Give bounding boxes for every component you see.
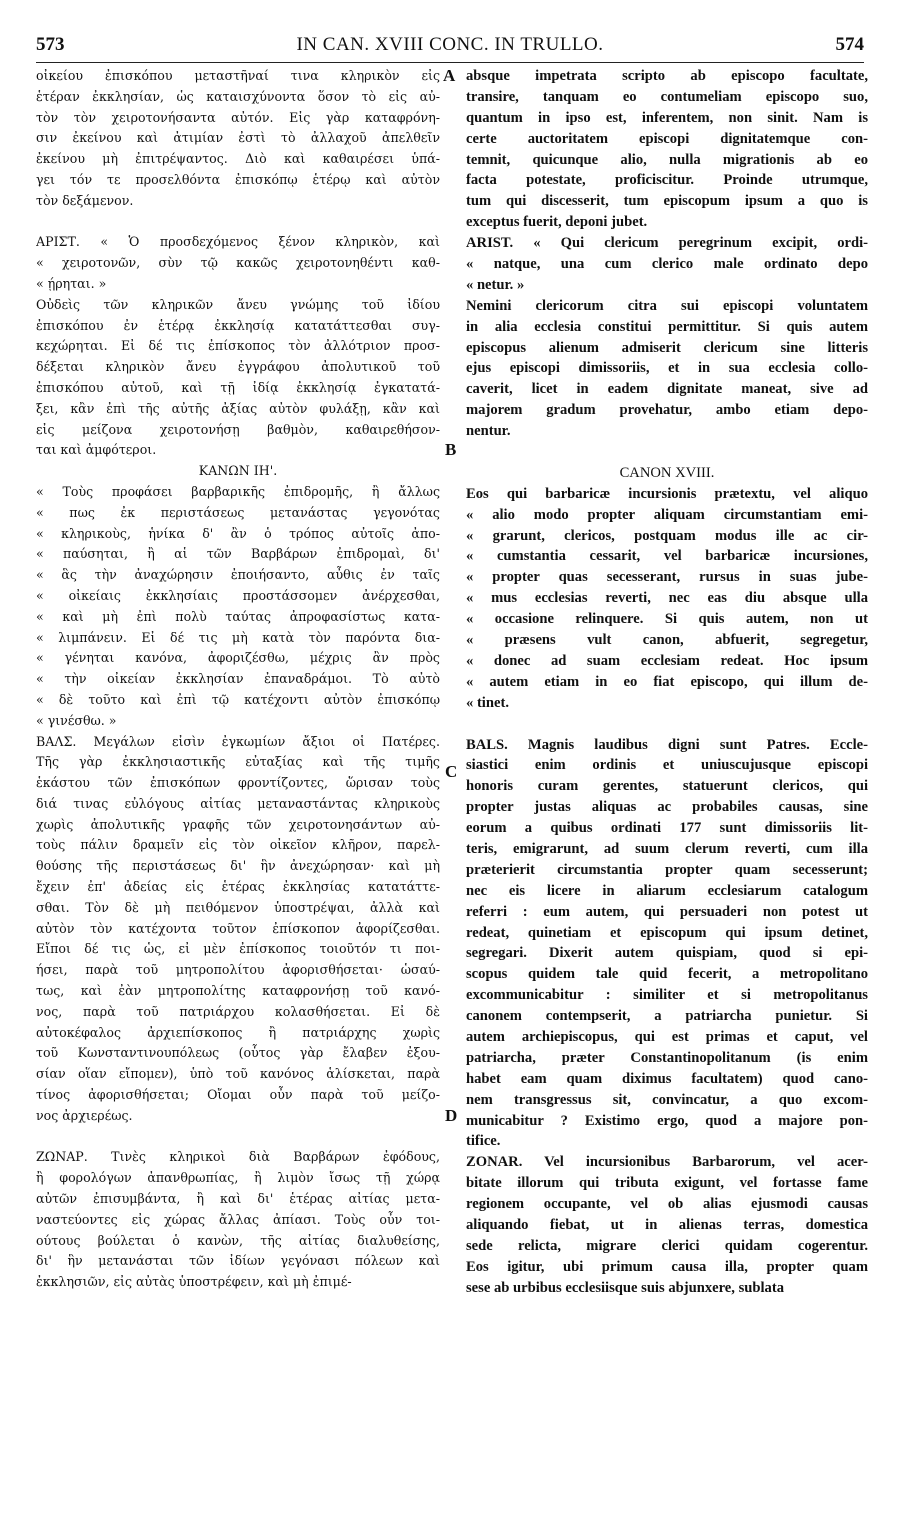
greek-text-line: « χειροτονῶν, σὺν τῷ κακῶς χειροτονηθέντι καθ- bbox=[36, 255, 440, 271]
greek-text-line: κεχώρηται. Εἰ δέ τις ἐπίσκοπος τὸν ἀλλότριον προσ- bbox=[36, 338, 440, 354]
greek-text-line: δέξεται κληρικὸν ἄνευ ἐγγράφου ἀπολυτικοῦ τοῦ bbox=[36, 359, 440, 375]
greek-text-line: διά τινας εὐλόγους αἰτίας μεταναστάντας κληρικοὺς bbox=[36, 795, 440, 811]
greek-text-line: γει τόν τε προσελθόντα ἐπισκόπῳ ἑτέρῳ καὶ αὐτὸν bbox=[36, 171, 440, 187]
greek-text-line: δι' ἣν μετανάσται τῶν ἰδίων γεγόνασι πόλεων καὶ bbox=[36, 1253, 440, 1269]
latin-text-line bbox=[466, 442, 868, 463]
greek-text-line: « ῄρηται. » bbox=[36, 275, 107, 291]
latin-text-line: municabitur ? Existimo ergo, quod a majore pon- bbox=[466, 1112, 868, 1129]
latin-text-line: tum qui discesserit, tum episcopum ipsum a quo is bbox=[466, 193, 868, 210]
greek-text-line: ἑκάστου τῶν ἐπισκόπων φροντίζοντες, ὥρισαν τοὺς bbox=[36, 775, 440, 791]
latin-text-line: redeat, quinetiam et episcopum qui ipsum detinet, bbox=[466, 924, 868, 941]
greek-text-line: αὐτῶν ἐπισυμβάντα, ἢ καὶ δι' ἑτέρας αἰτίας μετα- bbox=[36, 1191, 440, 1207]
greek-text-line: « δὲ τοῦτο καὶ ἐπὶ τῷ κατέχοντι αὐτὸν ἐπισκόπῳ bbox=[36, 691, 440, 707]
greek-text-line: ούτους βούλεται ὁ κανὼν, τῆς αἰτίας διαλυθείσης, bbox=[36, 1232, 440, 1248]
latin-text-line: « autem etiam in eo fiat episcopo, qui illum de- bbox=[466, 673, 868, 690]
greek-text-line: τοῦ Κωνσταντινουπόλεως (οὗτος γὰρ ἔλαβεν ἐξου- bbox=[36, 1045, 440, 1061]
greek-text-line: ται καὶ ἀμφότεροι. bbox=[36, 442, 157, 458]
latin-text-line: canonem contempserit, a patriarcha punietur. Si bbox=[466, 1008, 868, 1025]
greek-text-line: « γένηται κανόνα, ἀφοριζέσθω, μέχρις ἂν πρὸς bbox=[36, 650, 440, 666]
greek-text-line: ἔχειν ἐπ' ἀδείας εἰς ἑτέρας ἐκκλησίας κατατάττε- bbox=[36, 879, 440, 895]
margin-marker-a: A bbox=[443, 66, 456, 85]
latin-text-line: « occasione relinquere. Si quis autem, non ut bbox=[466, 611, 868, 628]
latin-text-line: referri : eum autem, qui persuaderi non potest ut bbox=[466, 903, 868, 920]
latin-text-line: absque impetrata scripto ab episcopo facultate, bbox=[466, 68, 868, 84]
greek-text-line: « οἰκείαις ἐκκλησίαις προστάσσομεν ἀνέρχεσθαι, bbox=[36, 587, 440, 603]
latin-text-line: bitate illorum qui tributa exigunt, vel fortasse fame bbox=[466, 1175, 868, 1192]
latin-text-line: « netur. » bbox=[466, 276, 525, 293]
greek-column bbox=[36, 66, 440, 1293]
page-header bbox=[36, 34, 864, 60]
page-number-left: 573 bbox=[36, 34, 65, 55]
greek-text-line: ἑτέραν ἐκκλησίαν, ὡς καταισχύνοντα ὅσον τὸ εἰς αὐ- bbox=[36, 88, 440, 104]
latin-text-line: sese ab urbibus ecclesiisque suis abjunxere, sublata bbox=[466, 1279, 785, 1296]
latin-text-line: tifice. bbox=[466, 1133, 501, 1150]
greek-text-line: « γινέσθω. » bbox=[36, 712, 117, 728]
latin-text-line: « propter quas secesserant, rursus in suas jube- bbox=[466, 569, 868, 586]
latin-text-line: « grarunt, clericos, postquam modus ille ac cir- bbox=[466, 527, 868, 544]
greek-text-line: ήσει, παρὰ τοῦ μητροπολίτου ἀφορισθήσεται· ὡσαύ- bbox=[36, 962, 440, 978]
latin-text-line bbox=[466, 714, 868, 735]
greek-text-line: ἢ φορολόγων ἀπανθρωπίας, ἢ λιμὸν ἴσως τῇ χώρᾳ bbox=[36, 1170, 440, 1186]
greek-text-line: αὐτὸν τὸν κατέχοντα τοῦτον ἐπίσκοπον ἀφορίζεσθαι. bbox=[36, 920, 440, 936]
greek-text-line: εἰς μείζονα χειροτονήσῃ βαθμὸν, καθαιρεθήσον- bbox=[36, 421, 440, 437]
latin-text-line: autem archiepiscopus, qui est primas et caput, vel bbox=[466, 1028, 868, 1045]
latin-text-line: patriarcha, præter Constantinopolitanum (is enim bbox=[466, 1049, 868, 1066]
greek-text-line: Εἴποι δέ τις ὡς, εἰ μὲν ἐπίσκοπος τοιοῦτόν τι ποι- bbox=[36, 941, 440, 957]
latin-text-line: excommunicabitur : similiter et si metropolitanus bbox=[466, 987, 868, 1004]
latin-text-line: caverit, licet in eadem dignitate maneat, sive ad bbox=[466, 381, 868, 398]
greek-text-line: σιν ἐκείνου καὶ ἀτιμίαν ἐστὶ τὸ ἀλλαχοῦ ἀπελθεῖν bbox=[36, 130, 440, 146]
latin-text-line: nec eis licere in aliarum ecclesiarum catalogum bbox=[466, 882, 868, 899]
latin-text-line: ZONAR. Vel incursionibus Barbarorum, vel acer- bbox=[466, 1154, 868, 1171]
latin-text-line: episcopus alienum admiserit clericum sine litteris bbox=[466, 339, 868, 356]
header-rule bbox=[36, 62, 864, 63]
latin-text-line: siastici enim ordinis et uniuscujusque episcopi bbox=[466, 757, 868, 774]
greek-text-line: τως, καὶ ἐὰν μητροπολίτης καταφρονήσῃ τοῦ κανό- bbox=[36, 983, 440, 999]
latin-text-line: ARIST. « Qui clericum peregrinum excipit, ordi- bbox=[466, 235, 868, 252]
latin-text-line: Nemini clericorum citra sui episcopi voluntatem bbox=[466, 297, 868, 314]
greek-text-line: « τὴν οἰκείαν ἐκκλησίαν ἐπαναδράμοι. Τὸ αὐτὸ bbox=[36, 671, 440, 687]
page-number-right: 574 bbox=[835, 34, 864, 55]
latin-text-line: Eos qui barbaricæ incursionis prætextu, vel aliquo bbox=[466, 485, 868, 502]
greek-text-line: τίνος ἀφορισθήσεται; Οἴομαι οὖν παρὰ τοῦ μείζο- bbox=[36, 1087, 440, 1103]
greek-text-line: σίαν οἵαν εἴπομεν), ὑπὸ τοῦ κανόνος ἁλίσκεται, παρὰ bbox=[36, 1066, 440, 1082]
greek-text-line: « καὶ μὴ ἐπὶ πολὺ ταύτας ἀπροφασίστως κατα- bbox=[36, 608, 440, 624]
latin-text-line: ejus episcopi dimissoriis, et in sua ecclesia collo- bbox=[466, 360, 868, 377]
margin-marker-d: D bbox=[445, 1106, 458, 1125]
latin-text-line: propter justas aliquas ac probabiles causas, sine bbox=[466, 799, 868, 816]
greek-text-line: ἐπισκόπου αὐτοῦ, καὶ τῇ ἰδίᾳ ἐκκλησίᾳ ἐγκατατά- bbox=[36, 379, 440, 395]
latin-text-line: majorem gradum provehatur, ambo etiam depo- bbox=[466, 402, 868, 419]
latin-text-line: teris, emigrarunt, ad suum clerum reverti, cum illa bbox=[466, 840, 868, 857]
greek-text-line: τὸν τὸν χειροτονήσαντα αὐτόν. Εἰς γὰρ καταφρόνη- bbox=[36, 109, 440, 125]
greek-text-line: ξει, κἂν ἐπὶ τῆς αὐτῆς ἀξίας αὐτὸν φυλάξῃ, κἂν καὶ bbox=[36, 400, 440, 416]
greek-text-line: τὸν δεξάμενον. bbox=[36, 192, 134, 208]
greek-text-line: Οὐδεὶς τῶν κληρικῶν ἄνευ γνώμης τοῦ ἰδίου bbox=[36, 296, 440, 312]
latin-text-line: præterierit circumstantia propter quam secesserunt; bbox=[466, 861, 868, 878]
latin-text-line: « natque, una cum clerico male ordinato depo bbox=[466, 256, 868, 273]
latin-text-line: Eos igitur, ubi primum causa illa, propter quam bbox=[466, 1258, 868, 1275]
latin-text-line: aliquando fiebat, ut in alienas terras, domestica bbox=[466, 1216, 868, 1233]
greek-text-line: ΚΑΝΩΝ ΙΗ'. bbox=[198, 463, 278, 479]
running-title: IN CAN. XVIII CONC. IN TRULLO. bbox=[296, 34, 604, 55]
greek-text-line: « πως ἐκ περιστάσεως μετανάστας γεγονότας bbox=[36, 504, 440, 520]
greek-text-line: νος, παρὰ τοῦ πατριάρχου κολασθήσεται. Εἰ δὲ bbox=[36, 1003, 440, 1019]
latin-text-line: « alio modo propter aliquam circumstantiam emi- bbox=[466, 506, 868, 523]
latin-text-line: nentur. bbox=[466, 423, 511, 440]
latin-text-line: « cumstantia cessarit, vel barbaricæ incursiones, bbox=[466, 548, 868, 565]
latin-text-line: « donec ad suam ecclesiam redeat. Hoc ipsum bbox=[466, 652, 868, 669]
greek-text-line: « παύσηται, ἢ αἱ τῶν Βαρβάρων ἐπιδρομαὶ, δι' bbox=[36, 546, 440, 562]
greek-text-line: Τῆς γὰρ ἐκκλησιαστικῆς εὐταξίας καὶ τῆς τιμῆς bbox=[36, 754, 440, 770]
margin-marker-c: C bbox=[445, 762, 458, 781]
latin-text-line: sede relicta, migrare clerici quidam cogerentur. bbox=[466, 1237, 868, 1254]
greek-text-line: ἐκκλησιῶν, εἰς αὐτὰς ὑποστρέφειν, καὶ μὴ ἐπιμέ- bbox=[36, 1274, 352, 1290]
greek-text-line bbox=[36, 1127, 440, 1148]
greek-text-line: τοὺς πάλιν δραμεῖν εἰς τὸν οἰκεῖον κλῆρον, παρελ- bbox=[36, 837, 440, 853]
greek-text-line: ΒΑΛΣ. Μεγάλων εἰσὶν ἐγκωμίων ἄξιοι οἱ Πατέρες. bbox=[36, 733, 440, 749]
latin-text-line: quantum in ipso est, inferentem, non sinit. Nam is bbox=[466, 109, 868, 126]
greek-text-line: ναστεύοντες εἰς χώρας ἄλλας ἀπίασι. Τοὺς οὖν τοι- bbox=[36, 1211, 440, 1227]
latin-text-line: habet eam quam diximus facultatem) quod cano- bbox=[466, 1070, 868, 1087]
latin-text-line: exceptus fuerit, deponi jubet. bbox=[466, 214, 648, 231]
latin-text-line: « tinet. bbox=[466, 694, 509, 711]
latin-text-line: CANON XVIII. bbox=[619, 464, 715, 481]
latin-text-line: regionem occupante, vel ob alias ejusmodi causas bbox=[466, 1196, 868, 1213]
latin-text-line: « præsens vult canon, abfuerit, segregetur, bbox=[466, 632, 868, 649]
greek-text-line: νος ἀρχιερέως. bbox=[36, 1107, 133, 1123]
greek-text-line: σθαι. Τὸν δὲ μὴ πειθόμενον ὑποστρέψαι, ἀλλὰ καὶ bbox=[36, 899, 440, 915]
latin-text-line: in alia ecclesia constitui permittitur. Si quis autem bbox=[466, 318, 868, 335]
greek-text-line: οἰκείου ἐπισκόπου μεταστῆναί τινα κληρικὸν εἰς bbox=[36, 68, 440, 83]
latin-text-line: facta potestate, proficiscitur. Proinde utrumque, bbox=[466, 172, 868, 189]
greek-text-line: αὐτοκέφαλος ἀρχιεπίσκοπος ἢ πατριάρχης χωρὶς bbox=[36, 1024, 440, 1040]
latin-text-line: nem transgressus sit, convincatur, a quo excom- bbox=[466, 1091, 868, 1108]
latin-column bbox=[466, 66, 868, 1299]
margin-marker-b: B bbox=[445, 440, 457, 459]
greek-text-line bbox=[36, 212, 440, 233]
greek-text-line: χωρὶς ἀπολυτικῆς γραφῆς τῶν χειροτονησάντων αὐ- bbox=[36, 816, 440, 832]
greek-text-line: ἐκείνου μὴ ἐπιτρέψαντος. Διὸ καὶ καθαιρέσει ὑπά- bbox=[36, 151, 440, 167]
greek-text-line: ΑΡΙΣΤ. « Ὁ προσδεχόμενος ξένον κληρικὸν, καὶ bbox=[36, 234, 440, 250]
greek-text-line: « ἃς τὴν ἀναχώρησιν ἐποιήσαντο, αὖθις ἐν ταῖς bbox=[36, 567, 440, 583]
latin-text-line: temnit, quicunque alio, nulla migrationis ab eo bbox=[466, 151, 868, 168]
greek-text-line: ΖΩΝΑΡ. Τινὲς κληρικοὶ διὰ Βαρβάρων ἐφόδους, bbox=[36, 1149, 440, 1165]
latin-text-line: « mus ecclesias reverti, nec eas diu absque ulla bbox=[466, 590, 868, 607]
latin-text-line: transire, tanquam eo contumeliam episcopo suo, bbox=[466, 88, 868, 105]
latin-text-line: certe auctoritatem episcopi dignitatemque con- bbox=[466, 130, 868, 147]
greek-text-line: « Τοὺς προφάσει βαρβαρικῆς ἐπιδρομῆς, ἢ ἄλλως bbox=[36, 483, 440, 499]
latin-text-line: eorum a quibus ordinati 177 sunt dimissoriis lit- bbox=[466, 820, 868, 837]
greek-text-line: « λιμπάνειν. Εἰ δέ τις μὴ κατὰ τὸν παρόντα δια- bbox=[36, 629, 440, 645]
latin-text-line: scopus quidem tale quid fecerit, a metropolitano bbox=[466, 966, 868, 983]
greek-text-line: ἐπισκόπου ἐν ἑτέρᾳ ἐκκλησίᾳ κατατάττεσθαι συγ- bbox=[36, 317, 440, 333]
latin-text-line: BALS. Magnis laudibus digni sunt Patres. Eccle- bbox=[466, 736, 868, 753]
greek-text-line: « κληρικοὺς, ἡνίκα δ' ἂν ὁ τρόπος αὐτοῖς ἀπο- bbox=[36, 525, 440, 541]
greek-text-line: θούσης τῆς περιστάσεως δι' ἣν ἀνεχώρησαν· καὶ μὴ bbox=[36, 858, 440, 874]
latin-text-line: segregari. Dixerit autem quispiam, quod si epi- bbox=[466, 945, 868, 962]
latin-text-line: honoris curam gerentes, statuerunt clericos, qui bbox=[466, 778, 868, 795]
